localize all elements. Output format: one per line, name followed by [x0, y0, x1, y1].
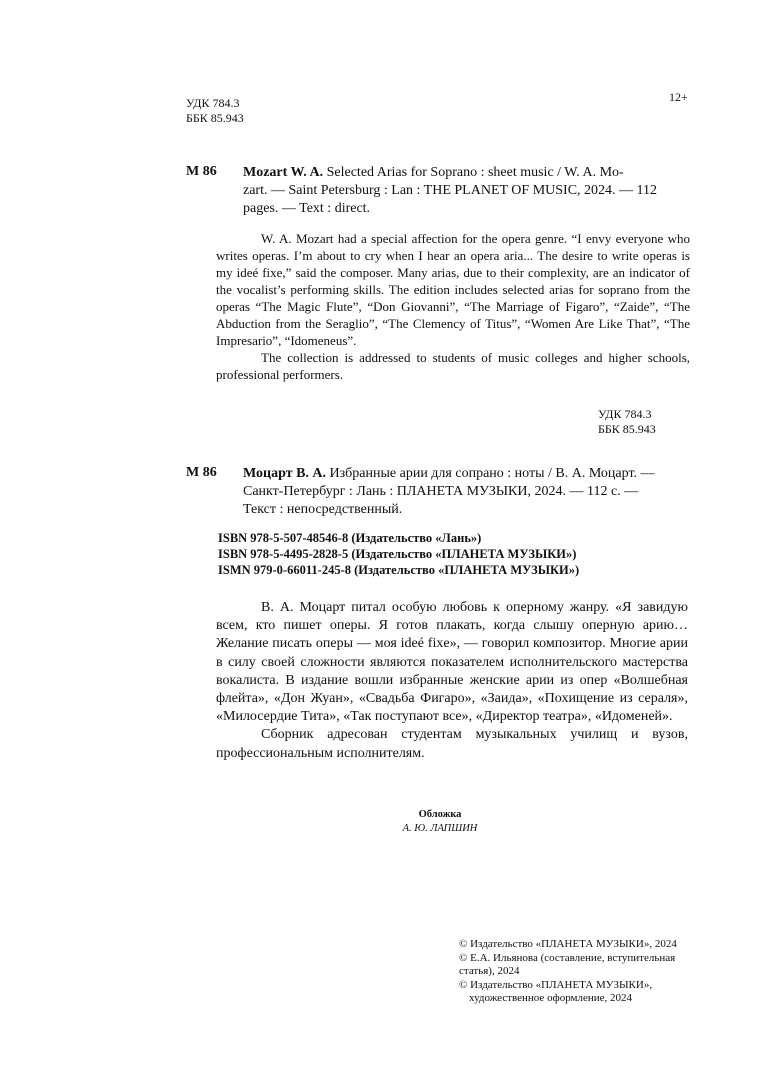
- copyright-line: художественное оформление, 2024: [469, 992, 633, 1004]
- abstract-en-p1: W. A. Mozart had a special affection for the opera genre. “I envy everyone who writes operas. I’m about to cry when I hear an opera aria... The desire to write operas is my ideé fixe,” said the composer. Many arias, due to their complexity, are an indicator of the vocalist’s performing skills. The edition includes selected arias for soprano from the operas “The Magic Flute”, “Don Giovanni”, “The Marriage of Figaro”, “Zaide”, “The Abduction from the Seraglio”, “The Clemency of Titus”, “Women Are Like That”, “The Impresario”, “Idomeneus”.: [216, 231, 690, 348]
- udk-bbk-ru: [598, 407, 656, 437]
- copyright-line: © Издательство «ПЛАНЕТА МУЗЫКИ», 2024: [459, 938, 677, 950]
- age-rating: 12+: [669, 90, 688, 104]
- udk-code: УДК 784.3: [186, 96, 240, 110]
- bbk-code: ББК 85.943: [186, 111, 244, 125]
- bibliographic-entry-en: [243, 164, 690, 219]
- cover-label: Обложка: [418, 809, 462, 820]
- bbk-code-ru: ББК 85.943: [598, 422, 656, 436]
- entry-ru-line1: Избранные арии для сопрано : ноты / В. А. Моцарт. —: [326, 466, 655, 481]
- bibliographic-entry-ru: [243, 465, 686, 520]
- abstract-en-p2: The collection is addressed to students of music colleges and higher schools, professional performers.: [216, 350, 690, 382]
- author-mark-en: М 86: [186, 164, 217, 179]
- entry-ru-line3: Текст : непосредственный.: [243, 502, 403, 518]
- abstract-en: [216, 230, 690, 383]
- author-en: Mozart W. A.: [243, 165, 324, 180]
- abstract-ru-p1: В. А. Моцарт питал особую любовь к оперному жанру. «Я завидую всем, кто пишет оперы. Я готов плакать, когда слышу оперную арию… Желание писать оперы — моя ideé fixe», — говорил композитор. Многие арии в силу своей сложности являются показателем исполнительского мастерства вокалиста. В издание вошли избранные женские арии из опер «Волшебная флейта», «Дон Жуан», «Свадьба Фигаро», «Заида», «Похищение из сераля», «Милосердие Тита», «Так поступают все», «Директор театра», «Идоменей».: [216, 600, 688, 725]
- cover-credit: [340, 808, 540, 836]
- copyright-line: © Издательство «ПЛАНЕТА МУЗЫКИ»,: [459, 978, 653, 991]
- entry-en-line2: zart. — Saint Petersburg : Lan : THE PLANET OF MUSIC, 2024. — 112: [243, 183, 658, 199]
- ismn-item: ISMN 979-0-66011-245-8 (Издательство «ПЛАНЕТА МУЗЫКИ»): [218, 563, 580, 577]
- isbn-item: ISBN 978-5-507-48546-8 (Издательство «Лань»): [218, 531, 482, 545]
- entry-en-line3: pages. — Text : direct.: [243, 201, 371, 217]
- copyright-notice: [459, 938, 709, 1006]
- udk-bbk-top: [186, 96, 244, 126]
- cover-artist: А. Ю. ЛАПШИН: [402, 823, 478, 834]
- entry-ru-line2: Санкт-Петербург : Лань : ПЛАНЕТА МУЗЫКИ, 2024. — 112 с. —: [243, 484, 639, 500]
- author-mark-ru: М 86: [186, 465, 217, 480]
- abstract-ru: [216, 599, 688, 763]
- udk-code-ru: УДК 784.3: [598, 407, 652, 421]
- isbn-item: ISBN 978-5-4495-2828-5 (Издательство «ПЛАНЕТА МУЗЫКИ»): [218, 547, 577, 561]
- isbn-list: [218, 530, 579, 578]
- copyright-line: статья), 2024: [459, 965, 520, 977]
- entry-en-line1: Selected Arias for Soprano : sheet music / W. A. Mo-: [323, 165, 624, 180]
- abstract-ru-p2: Сборник адресован студентам музыкальных училищ и вузов, профессиональным исполнителям.: [216, 727, 688, 761]
- copyright-line: © Е.А. Ильянова (составление, вступительная: [459, 951, 676, 964]
- author-ru: Моцарт В. А.: [243, 466, 327, 481]
